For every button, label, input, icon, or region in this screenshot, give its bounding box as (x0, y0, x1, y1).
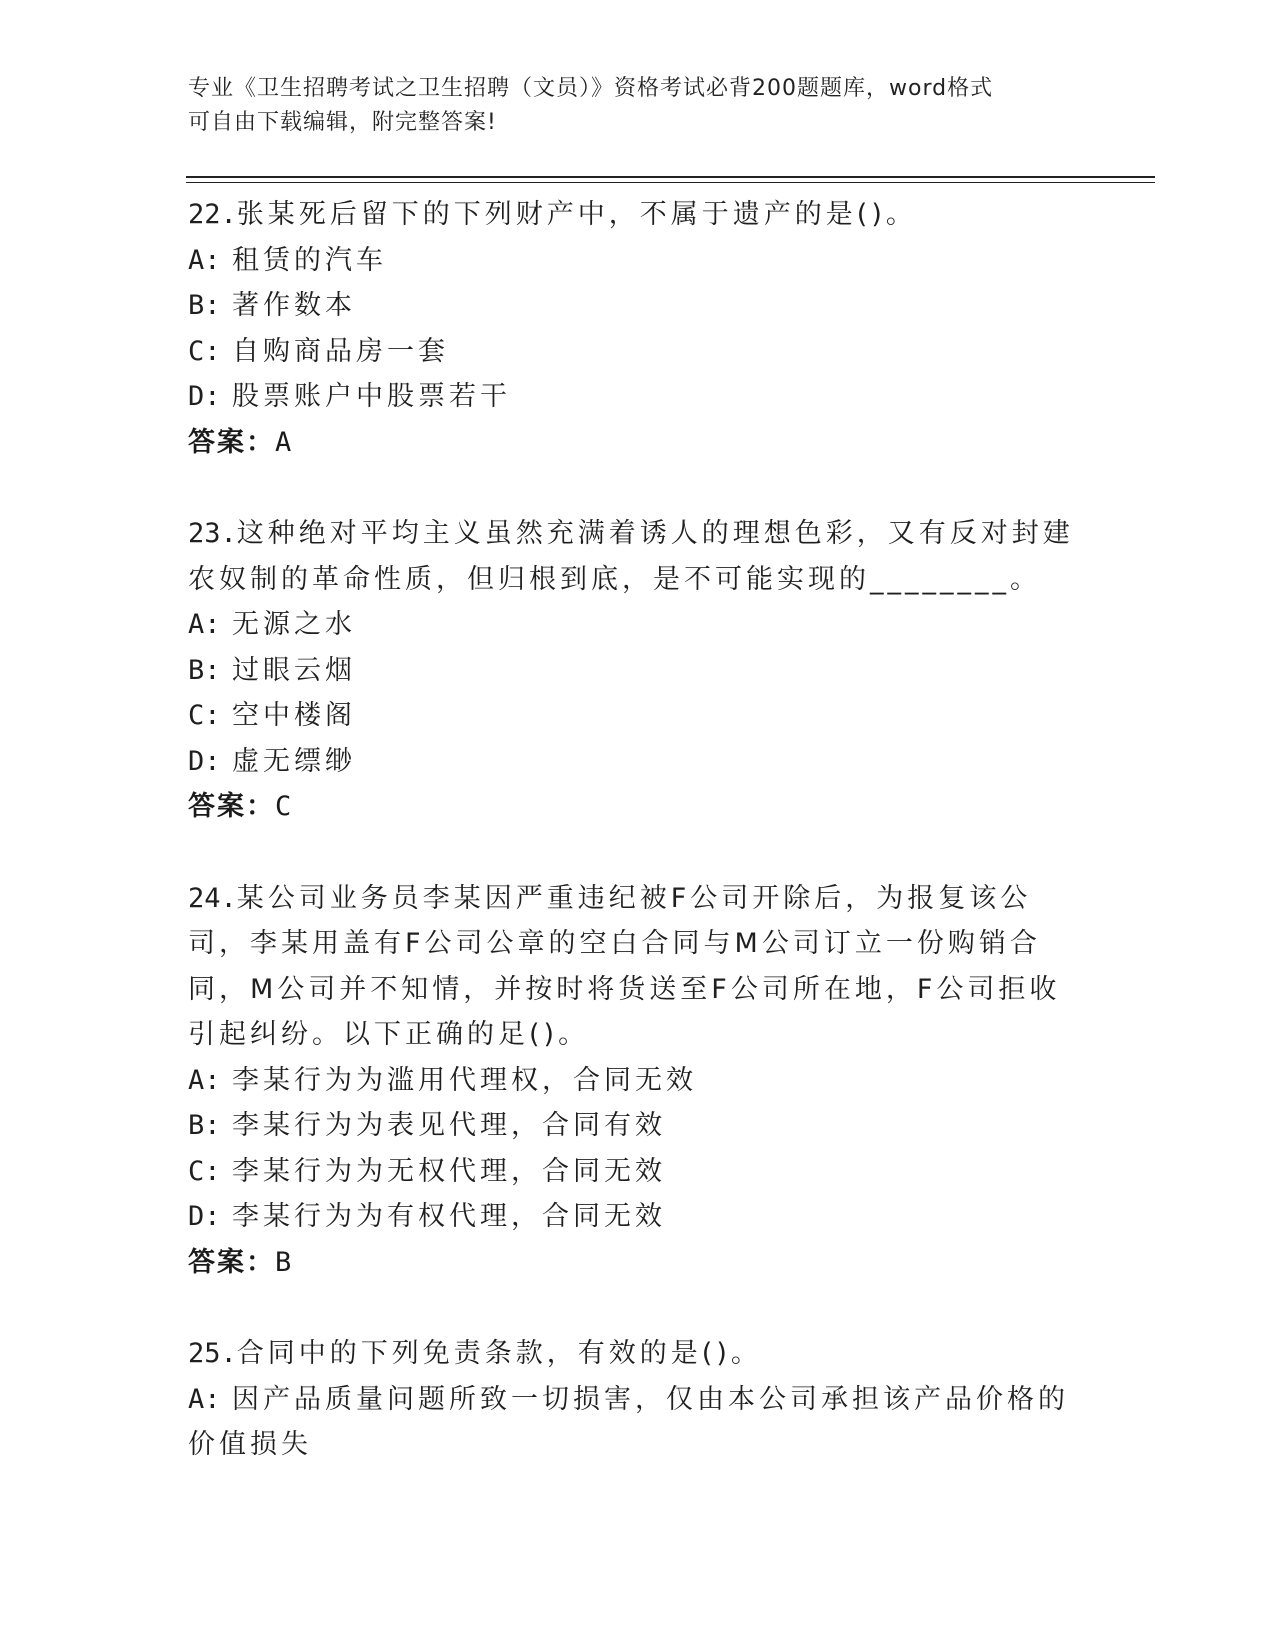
option-text: 李某行为为表见代理，合同有效 (232, 1110, 666, 1141)
question-number: 24. (188, 882, 237, 914)
header-line-1: 专业《卫生招聘考试之卫生招聘（文员）》资格考试必背200题题库，word格式 (188, 76, 994, 101)
header-line-2: 可自由下载编辑，附完整答案! (188, 110, 497, 135)
option-a (188, 1058, 1088, 1104)
question-text: 合同中的下列免责条款，有效的是()。 (236, 1338, 762, 1369)
answer-value: B (275, 1246, 294, 1278)
question-stem (188, 1331, 1088, 1377)
option-letter: B: (188, 1110, 221, 1141)
option-letter: C: (188, 335, 221, 367)
option-b (188, 283, 1088, 329)
option-letter: A: (188, 609, 221, 640)
option-text: 李某行为为无权代理，合同无效 (232, 1155, 666, 1187)
question-number: 22. (188, 199, 237, 230)
option-letter: C: (188, 1155, 221, 1187)
answer-label: 答案： (188, 1246, 275, 1278)
answer-label: 答案： (188, 791, 275, 822)
option-letter: A: (188, 1383, 221, 1415)
question-list (188, 192, 1088, 1514)
header-rule-thick (186, 176, 1155, 178)
header-rule-thin (186, 182, 1155, 183)
option-a (188, 602, 1088, 648)
option-text: 虚无缥缈 (232, 745, 356, 777)
answer-value: A (275, 426, 294, 458)
question-24 (188, 876, 1088, 1286)
option-c (188, 329, 1088, 375)
option-letter: D: (188, 745, 221, 777)
option-text: 因产品质量问题所致一切损害，仅由本公司承担该产品价格的价值损失 (188, 1383, 1069, 1460)
option-letter: B: (188, 654, 221, 686)
option-text: 股票账户中股票若干 (232, 381, 511, 412)
question-22 (188, 192, 1088, 465)
option-text: 租赁的汽车 (232, 244, 387, 276)
question-text: 某公司业务员李某因严重违纪被F公司开除后，为报复该公司，李某用盖有F公司公章的空白合同与M公司订立一份购销合同，M公司并不知情，并按时将货送至F公司所在地，F公司拒收引起纠纷。以下正确的足()。 (188, 882, 1061, 1050)
question-stem (188, 511, 1088, 602)
option-d (188, 739, 1088, 785)
question-stem (188, 192, 1088, 238)
answer-line (188, 1240, 1088, 1286)
option-text: 著作数本 (232, 290, 356, 321)
question-text: 这种绝对平均主义虽然充满着诱人的理想色彩，又有反对封建农奴制的革命性质，但归根到底，是不可能实现的________。 (188, 518, 1074, 595)
question-number: 23. (188, 518, 237, 549)
option-text: 自购商品房一套 (232, 335, 449, 367)
document-header (188, 72, 1068, 140)
question-23 (188, 511, 1088, 830)
option-letter: C: (188, 700, 221, 731)
option-c (188, 693, 1088, 739)
option-b (188, 1103, 1088, 1149)
option-c (188, 1149, 1088, 1195)
answer-line (188, 420, 1088, 466)
question-25 (188, 1331, 1088, 1468)
answer-line (188, 784, 1088, 830)
question-text: 张某死后留下的下列财产中，不属于遗产的是()。 (236, 199, 917, 230)
option-b (188, 648, 1088, 694)
question-number: 25. (188, 1338, 237, 1369)
option-a (188, 1377, 1088, 1468)
option-text: 李某行为为滥用代理权，合同无效 (232, 1064, 697, 1096)
question-stem (188, 876, 1088, 1058)
option-d (188, 1194, 1088, 1240)
option-text: 无源之水 (232, 609, 356, 640)
option-letter: D: (188, 1201, 221, 1232)
option-text: 过眼云烟 (232, 654, 356, 686)
option-text: 空中楼阁 (232, 700, 356, 731)
option-letter: B: (188, 290, 221, 321)
answer-label: 答案： (188, 426, 275, 458)
option-letter: A: (188, 244, 221, 276)
option-text: 李某行为为有权代理，合同无效 (232, 1201, 666, 1232)
option-letter: D: (188, 381, 221, 412)
option-letter: A: (188, 1064, 221, 1096)
option-a (188, 238, 1088, 284)
option-d (188, 374, 1088, 420)
answer-value: C (275, 791, 294, 822)
